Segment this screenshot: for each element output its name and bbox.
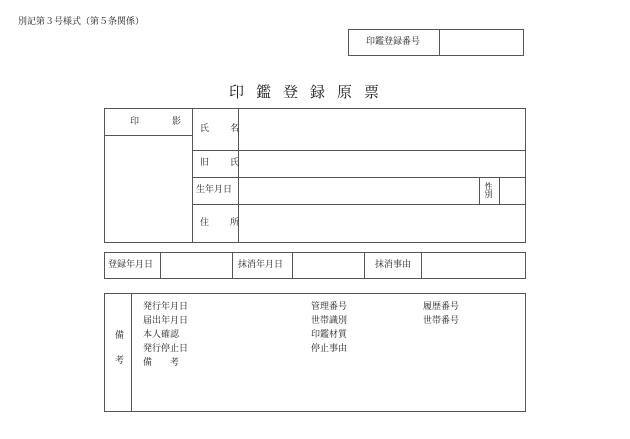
seal-impression-label: 印 影	[130, 117, 194, 127]
main-table-col-divider-1	[192, 108, 193, 243]
remarks-side-label: 備考	[113, 330, 123, 380]
form-code: 別記第３号様式（第５条関係）	[18, 17, 145, 27]
gender-col-divider-1	[479, 177, 480, 204]
row-divider-2	[192, 177, 526, 178]
birth-date-label: 生年月日	[196, 185, 233, 195]
gender-label: 性別	[484, 182, 493, 198]
dates-col-divider-2	[232, 252, 233, 279]
address-label: 住 所	[200, 218, 246, 228]
remarks-divider	[131, 293, 132, 412]
gender-col-divider-2	[499, 177, 500, 204]
registration-date-label: 登録年月日	[108, 260, 154, 270]
row-divider-1	[192, 150, 526, 151]
remarks-item-management-number: 管理番号	[311, 302, 348, 312]
remarks-column-3	[423, 302, 459, 330]
remarks-item-seal-material: 印鑑材質	[311, 330, 348, 340]
cancellation-reason-label: 抹消事由	[375, 260, 412, 270]
cancellation-date-label: 抹消年月日	[238, 260, 284, 270]
dates-col-divider-3	[292, 252, 293, 279]
dates-table	[104, 252, 526, 279]
remarks-column-1	[143, 302, 188, 372]
register-number-label: 印鑑登録番号	[366, 37, 421, 47]
name-label: 氏 名	[200, 124, 246, 134]
dates-col-divider-4	[364, 252, 365, 279]
register-number-divider	[439, 29, 440, 56]
row-divider-3	[192, 204, 526, 205]
remarks-item-household-number: 世帯番号	[423, 316, 460, 326]
form-title: 印鑑登録原票	[229, 83, 392, 101]
remarks-item-history-number: 履歴番号	[423, 302, 460, 312]
remarks-item-household-id: 世帯識別	[311, 316, 348, 326]
seal-impression-area[interactable]	[105, 136, 191, 242]
dates-col-divider-5	[421, 252, 422, 279]
remarks-item-notification-date: 届出年月日	[143, 316, 189, 326]
remarks-item-suspension-reason: 停止事由	[311, 344, 348, 354]
dates-col-divider-1	[160, 252, 161, 279]
remarks-item-notes: 備 考	[143, 358, 180, 368]
former-name-label: 旧 氏	[200, 158, 246, 168]
remarks-item-suspension-date: 発行停止日	[143, 344, 189, 354]
remarks-column-2	[311, 302, 347, 358]
remarks-item-issue-date: 発行年月日	[143, 302, 189, 312]
remarks-item-identity-check: 本人確認	[143, 330, 180, 340]
